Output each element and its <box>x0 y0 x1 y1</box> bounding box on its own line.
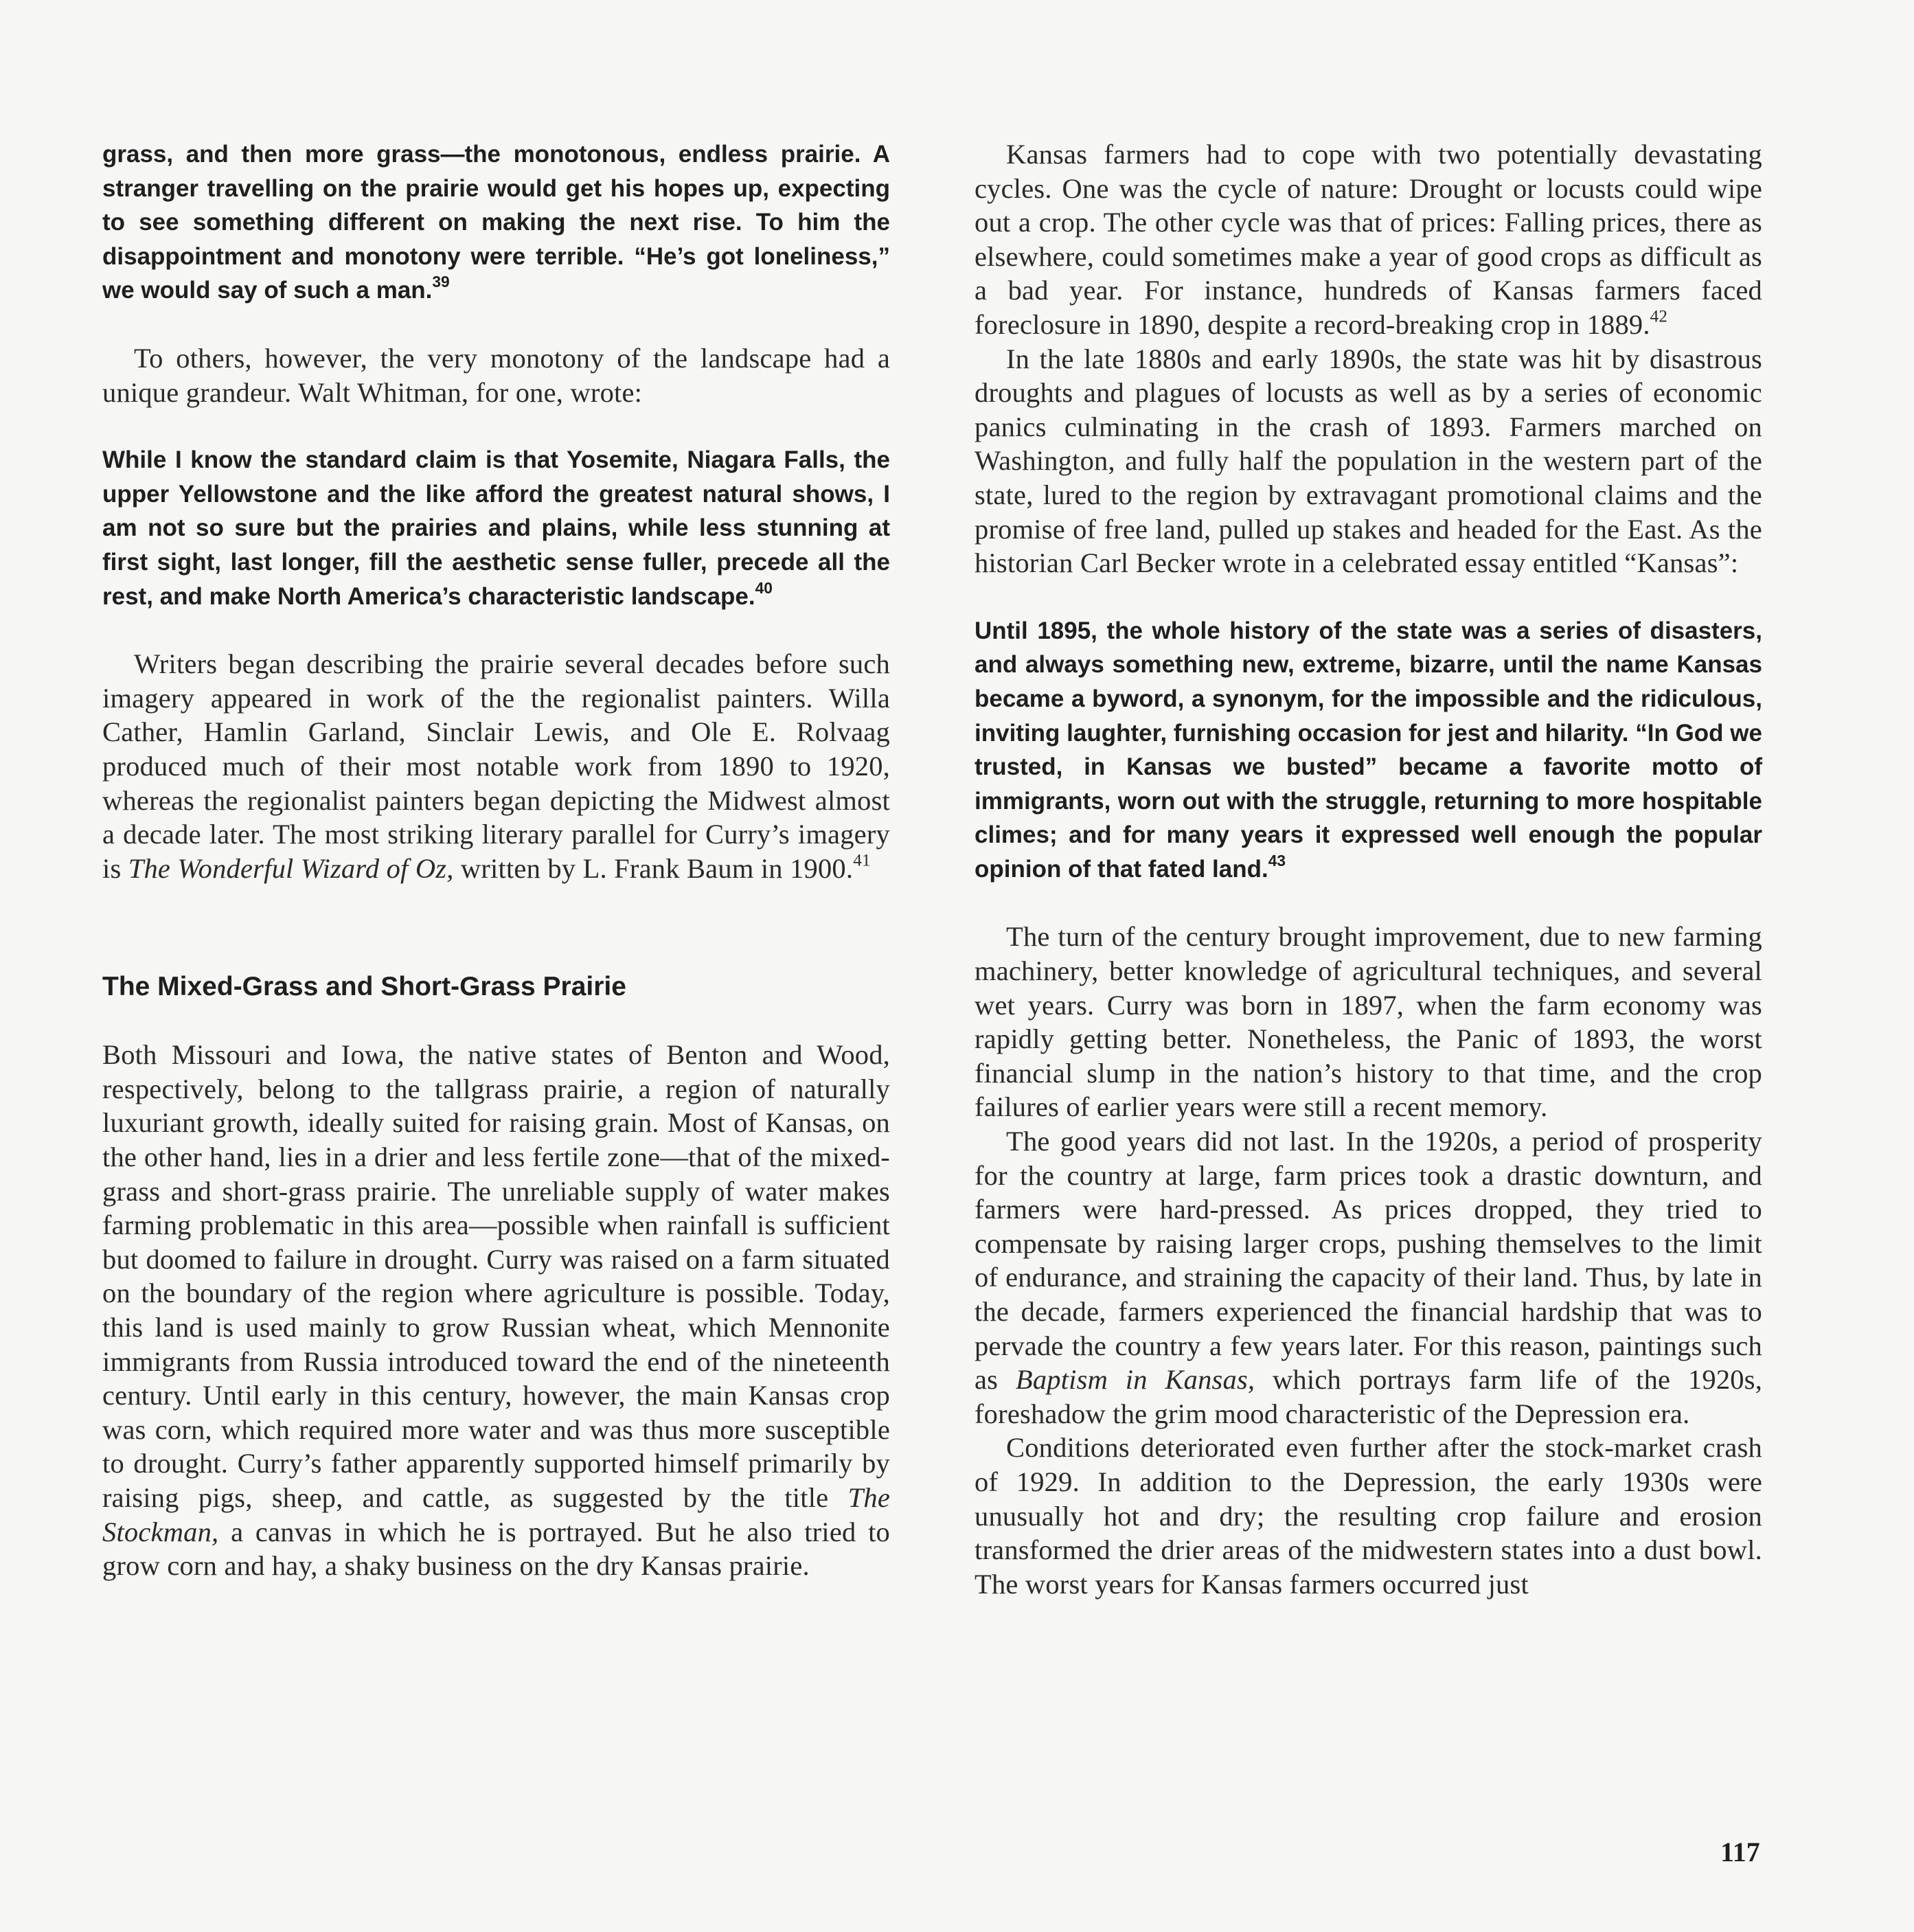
paragraph <box>102 647 890 885</box>
paragraph-text: written by L. Frank Baum in 1900. <box>460 852 854 884</box>
block-quote-becker <box>975 614 1762 887</box>
right-column <box>975 137 1762 1601</box>
footnote-ref: 43 <box>1268 851 1286 870</box>
paragraph-text: Kansas farmers had to cope with two potentially devastating cycles. One was the cycle of nature: Drought or locusts could wipe out a crop. The other cycle was that of prices: Falling prices, there as elsewhere, could sometimes make a year of good crops as difficult as a bad year. For instance, hundreds of Kansas farmers faced foreclosure in 1890, despite a record-breaking crop in 1889. <box>975 139 1762 340</box>
block-quote-prairie <box>102 137 890 308</box>
italic-title: The Stockman, <box>102 1482 890 1547</box>
paragraph-text: which portrays farm life of the 1920s, foreshadow the grim mood characteristic of the Depression era. <box>975 1364 1763 1429</box>
footnote-ref: 39 <box>432 273 450 291</box>
block-quote-whitman <box>102 443 890 613</box>
paragraph <box>975 1124 1762 1431</box>
paragraph-text: Writers began describing the prairie several decades before such imagery appeared in work of the the regionalist painters. Willa Cather, Hamlin Garland, Sinclair Lewis, and Ole E. Rolvaag produced much of their most notable work from 1890 to 1920, whereas the regionalist painters began depicting the Midwest almost a decade later. The most striking literary parallel for Curry’s imagery is <box>102 648 890 884</box>
italic-title: The Wonderful Wizard of Oz, <box>128 852 454 884</box>
quote-text: grass, and then more grass—the monotonous, endless prairie. A stranger travelling on the prairie would get his hopes up, expecting to see something different on making the next rise. To him the disappointment and monotony were terrible. “He’s got loneliness,” we would say of such a man. <box>102 141 890 304</box>
italic-title: Baptism in Kansas, <box>1015 1364 1255 1396</box>
paragraph <box>975 137 1762 342</box>
quote-text: While I know the standard claim is that Yosemite, Niagara Falls, the upper Yellowstone and the like afford the greatest natural shows, I am not so sure but the prairies and plains, while less stunning at first sight, last longer, fill the aesthetic sense fuller, precede all the rest, and make North America’s characteristic landscape. <box>102 446 890 610</box>
footnote-ref: 42 <box>1650 307 1668 326</box>
paragraph-text: a canvas in which he is portrayed. But he also tried to grow corn and hay, a shaky business on the dry Kansas prairie. <box>102 1516 891 1582</box>
footnote-ref: 41 <box>853 851 871 870</box>
section-heading: The Mixed-Grass and Short-Grass Prairie <box>102 972 626 1002</box>
quote-text: Until 1895, the whole history of the state was a series of disasters, and always something new, extreme, bizarre, until the name Kansas became a byword, a synonym, for the impossible and the ridiculous, inviting laughter, furnishing occasion for jest and hilarity. “In God we trusted, in Kansas we busted” became a favorite motto of immigrants, worn out with the struggle, returning to more hospitable climes; and for many years it expressed well enough the popular opinion of that fated land. <box>975 617 1762 883</box>
paragraph: To others, however, the very monotony of the landscape had a unique grandeur. Walt Whitman, for one, wrote: <box>102 342 890 408</box>
left-column <box>102 137 890 1583</box>
paragraph-text: Both Missouri and Iowa, the native states of Benton and Wood, respectively, belong to the tallgrass prairie, a region of naturally luxuriant growth, ideally suited for raising grain. Most of Kansas, on the other hand, lies in a drier and less fertile zone—that of the mixed-grass and short-grass prairie. The unreliable supply of water makes farming problematic in this area—possible when rainfall is sufficient but doomed to failure in drought. Curry was raised on a farm situated on the boundary of the region where agriculture is possible. Today, this land is used mainly to grow Russian wheat, which Mennonite immigrants from Russia introduced toward the end of the nineteenth century. Until early in this century, however, the main Kansas crop was corn, which required more water and was thus more susceptible to drought. Curry’s father apparently supported himself primarily by raising pigs, sheep, and cattle, as suggested by the title <box>102 1039 890 1513</box>
paragraph: Conditions deteriorated even further after the stock-market crash of 1929. In addition to the Depression, the early 1930s were unusually hot and dry; the resulting crop failure and erosion transformed the drier areas of the midwestern states into a dust bowl. The worst years for Kansas farmers occurred just <box>975 1432 1762 1600</box>
page-number: 117 <box>1720 1837 1760 1867</box>
paragraph: In the late 1880s and early 1890s, the state was hit by disastrous droughts and plagues of locusts as well as by a series of economic panics culminating in the crash of 1893. Farmers marched on Washington, and fully half the population in the western part of the state, lured to the region by extravagant promotional claims and the promise of free land, pulled up stakes and headed for the East. As the historian Carl Becker wrote in a celebrated essay entitled “Kansas”: <box>975 343 1762 579</box>
paragraph: The turn of the century brought improvement, due to new farming machinery, better knowledge of agricultural techniques, and several wet years. Curry was born in 1897, when the farm economy was rapidly getting better. Nonetheless, the Panic of 1893, the worst financial slump in the nation’s history to that time, and the crop failures of earlier years were still a recent memory. <box>975 921 1762 1123</box>
paragraph <box>102 1038 890 1583</box>
footnote-ref: 40 <box>755 578 773 597</box>
paragraph-text: The good years did not last. In the 1920s, a period of prosperity for the country at large, farm prices took a drastic downturn, and farmers were hard-pressed. As prices dropped, they tried to compensate by raising larger crops, pushing themselves to the limit of endurance, and straining the capacity of their land. Thus, by late in the decade, farmers experienced the financial hardship that was to pervade the country a few years later. For this reason, paintings such as <box>975 1126 1762 1396</box>
